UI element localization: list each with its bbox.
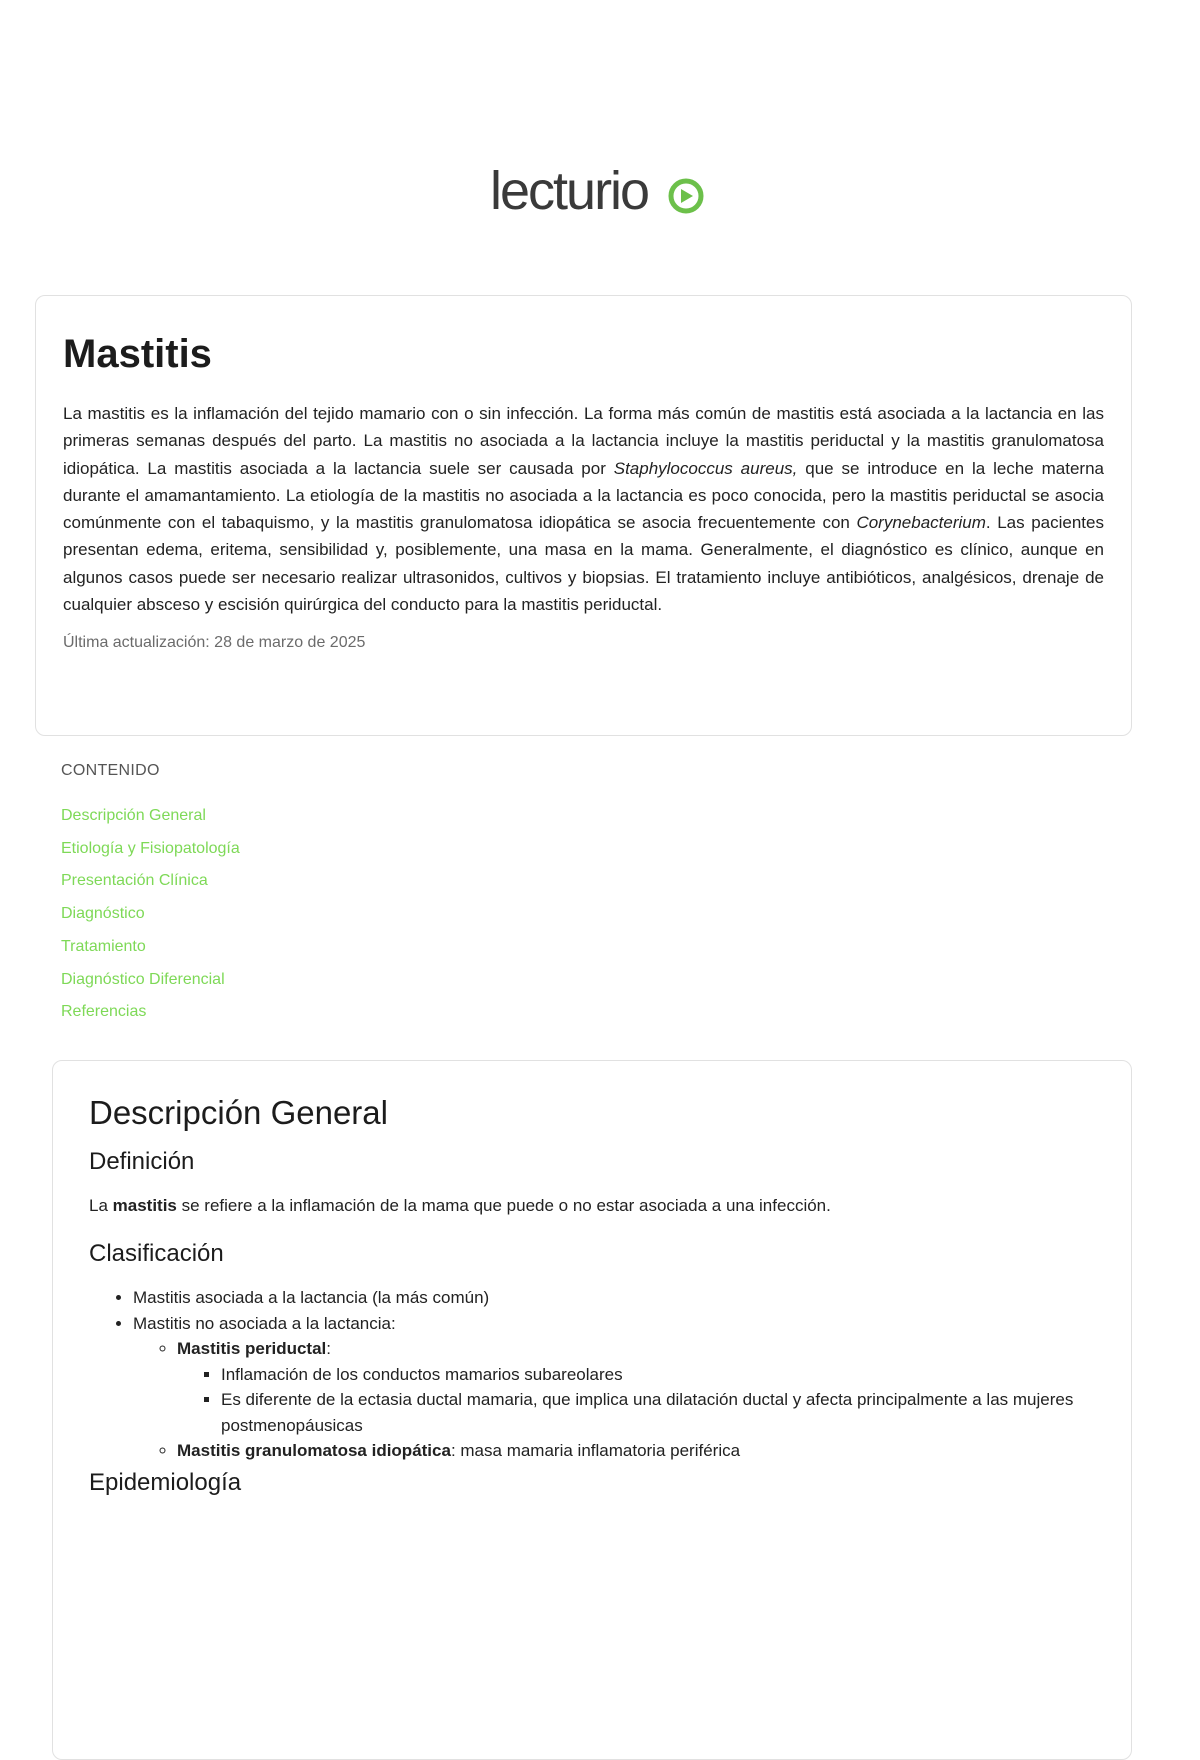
term-periductal: Mastitis periductal: [177, 1339, 327, 1358]
toc-title: CONTENIDO: [61, 762, 160, 779]
list-item-text: : masa mamaria inflamatoria periférica: [450, 1441, 741, 1460]
summary-text-part: La mastitis es la inflamación del tejido mamario con o sin infección. La forma más común de mastitis está asociada a la lactancia en las primeras semanas después del parto. La mastitis no asociada a la lactancia incluye la mastitis periductal y la mastitis granulomatosa idiopática. La mastitis asociada a la lactancia suele ser causada por: [63, 404, 1104, 478]
classification-list: [89, 1285, 1095, 1464]
toc-link-etiologia[interactable]: Etiología y Fisiopatología: [61, 839, 240, 857]
list-item-text: :: [326, 1339, 331, 1358]
toc-link-referencias[interactable]: Referencias: [61, 1003, 147, 1021]
summary-italic-organism: Corynebacterium: [856, 513, 986, 533]
logo-play-icon: [681, 189, 693, 203]
page-title: Mastitis: [63, 332, 212, 376]
toc-link-presentacion-clinica[interactable]: Presentación Clínica: [61, 872, 208, 890]
definition-heading: Definición: [89, 1148, 195, 1175]
definition-text: [89, 1193, 1095, 1219]
last-updated: Última actualización: 28 de marzo de 2025: [63, 634, 366, 652]
summary-text-part: . Las pacientes presentan edema, eritema, sensibilidad y, posiblemente, una masa en la mama. Generalmente, el diagnóstico es clínico, aunque en algunos casos puede ser necesario realizar ultrasonidos, cultivos y biopsias. El tratamiento incluye antibióticos, analgésicos, drenaje de cualquier absceso y escisión quirúrgica del conducto para la mastitis periductal.: [63, 513, 1104, 615]
summary-paragraph: [63, 400, 1104, 618]
list-item: ▪ Es diferente de la ectasia ductal mamaria, que implica una dilatación ductal y afecta principalmente a las mujeres postmenopáusicas: [221, 1387, 1095, 1438]
classification-heading: Clasificación: [89, 1240, 224, 1267]
classification-sublist: [133, 1336, 1095, 1464]
definition-term: mastitis: [112, 1196, 177, 1215]
table-of-contents: [61, 762, 240, 1029]
section-title: Descripción General: [89, 1094, 388, 1131]
lecturio-logo-mark: [490, 165, 710, 221]
summary-card: [35, 295, 1132, 736]
epidemiology-heading: Epidemiología: [89, 1468, 242, 1496]
periductal-sublist: [177, 1362, 1095, 1439]
list-item-text: Mastitis no asociada a la lactancia:: [133, 1313, 396, 1333]
term-granulomatous: Mastitis granulomatosa idiopática: [177, 1441, 451, 1460]
summary-text-part: que se introduce en la leche materna durante el amamantamiento. La etiología de la mastitis no asociada a la lactancia es poco conocida, pero la mastitis periductal se asocia comúnmente con el tabaquismo, y la mastitis granulomatosa idiopática se asocia frecuentemente con: [63, 458, 1104, 533]
toc-link-diagnostico[interactable]: Diagnóstico: [61, 905, 145, 923]
toc-link-tratamiento[interactable]: Tratamiento: [61, 937, 146, 955]
list-item: [177, 1336, 1095, 1438]
toc-link-descripcion-general[interactable]: Descripción General: [61, 807, 206, 824]
definition-text-part: La: [89, 1196, 113, 1215]
summary-italic-organism: Staphylococcus aureus,: [613, 458, 798, 478]
section-descripcion-general: [52, 1060, 1132, 1760]
toc-link-diagnostico-diferencial[interactable]: Diagnóstico Diferencial: [61, 970, 225, 988]
list-item: • Mastitis asociada a la lactancia (la más común): [133, 1285, 1095, 1311]
list-item: ▪ Inflamación de los conductos mamarios subareolares: [221, 1362, 1095, 1388]
list-item: [133, 1311, 1095, 1464]
logo-text: lecturio: [490, 165, 649, 221]
lecturio-logo[interactable]: [0, 165, 1200, 221]
list-item: [177, 1438, 1095, 1464]
definition-text-part: se refiere a la inflamación de la mama que puede o no estar asociada a una infección.: [176, 1196, 831, 1215]
